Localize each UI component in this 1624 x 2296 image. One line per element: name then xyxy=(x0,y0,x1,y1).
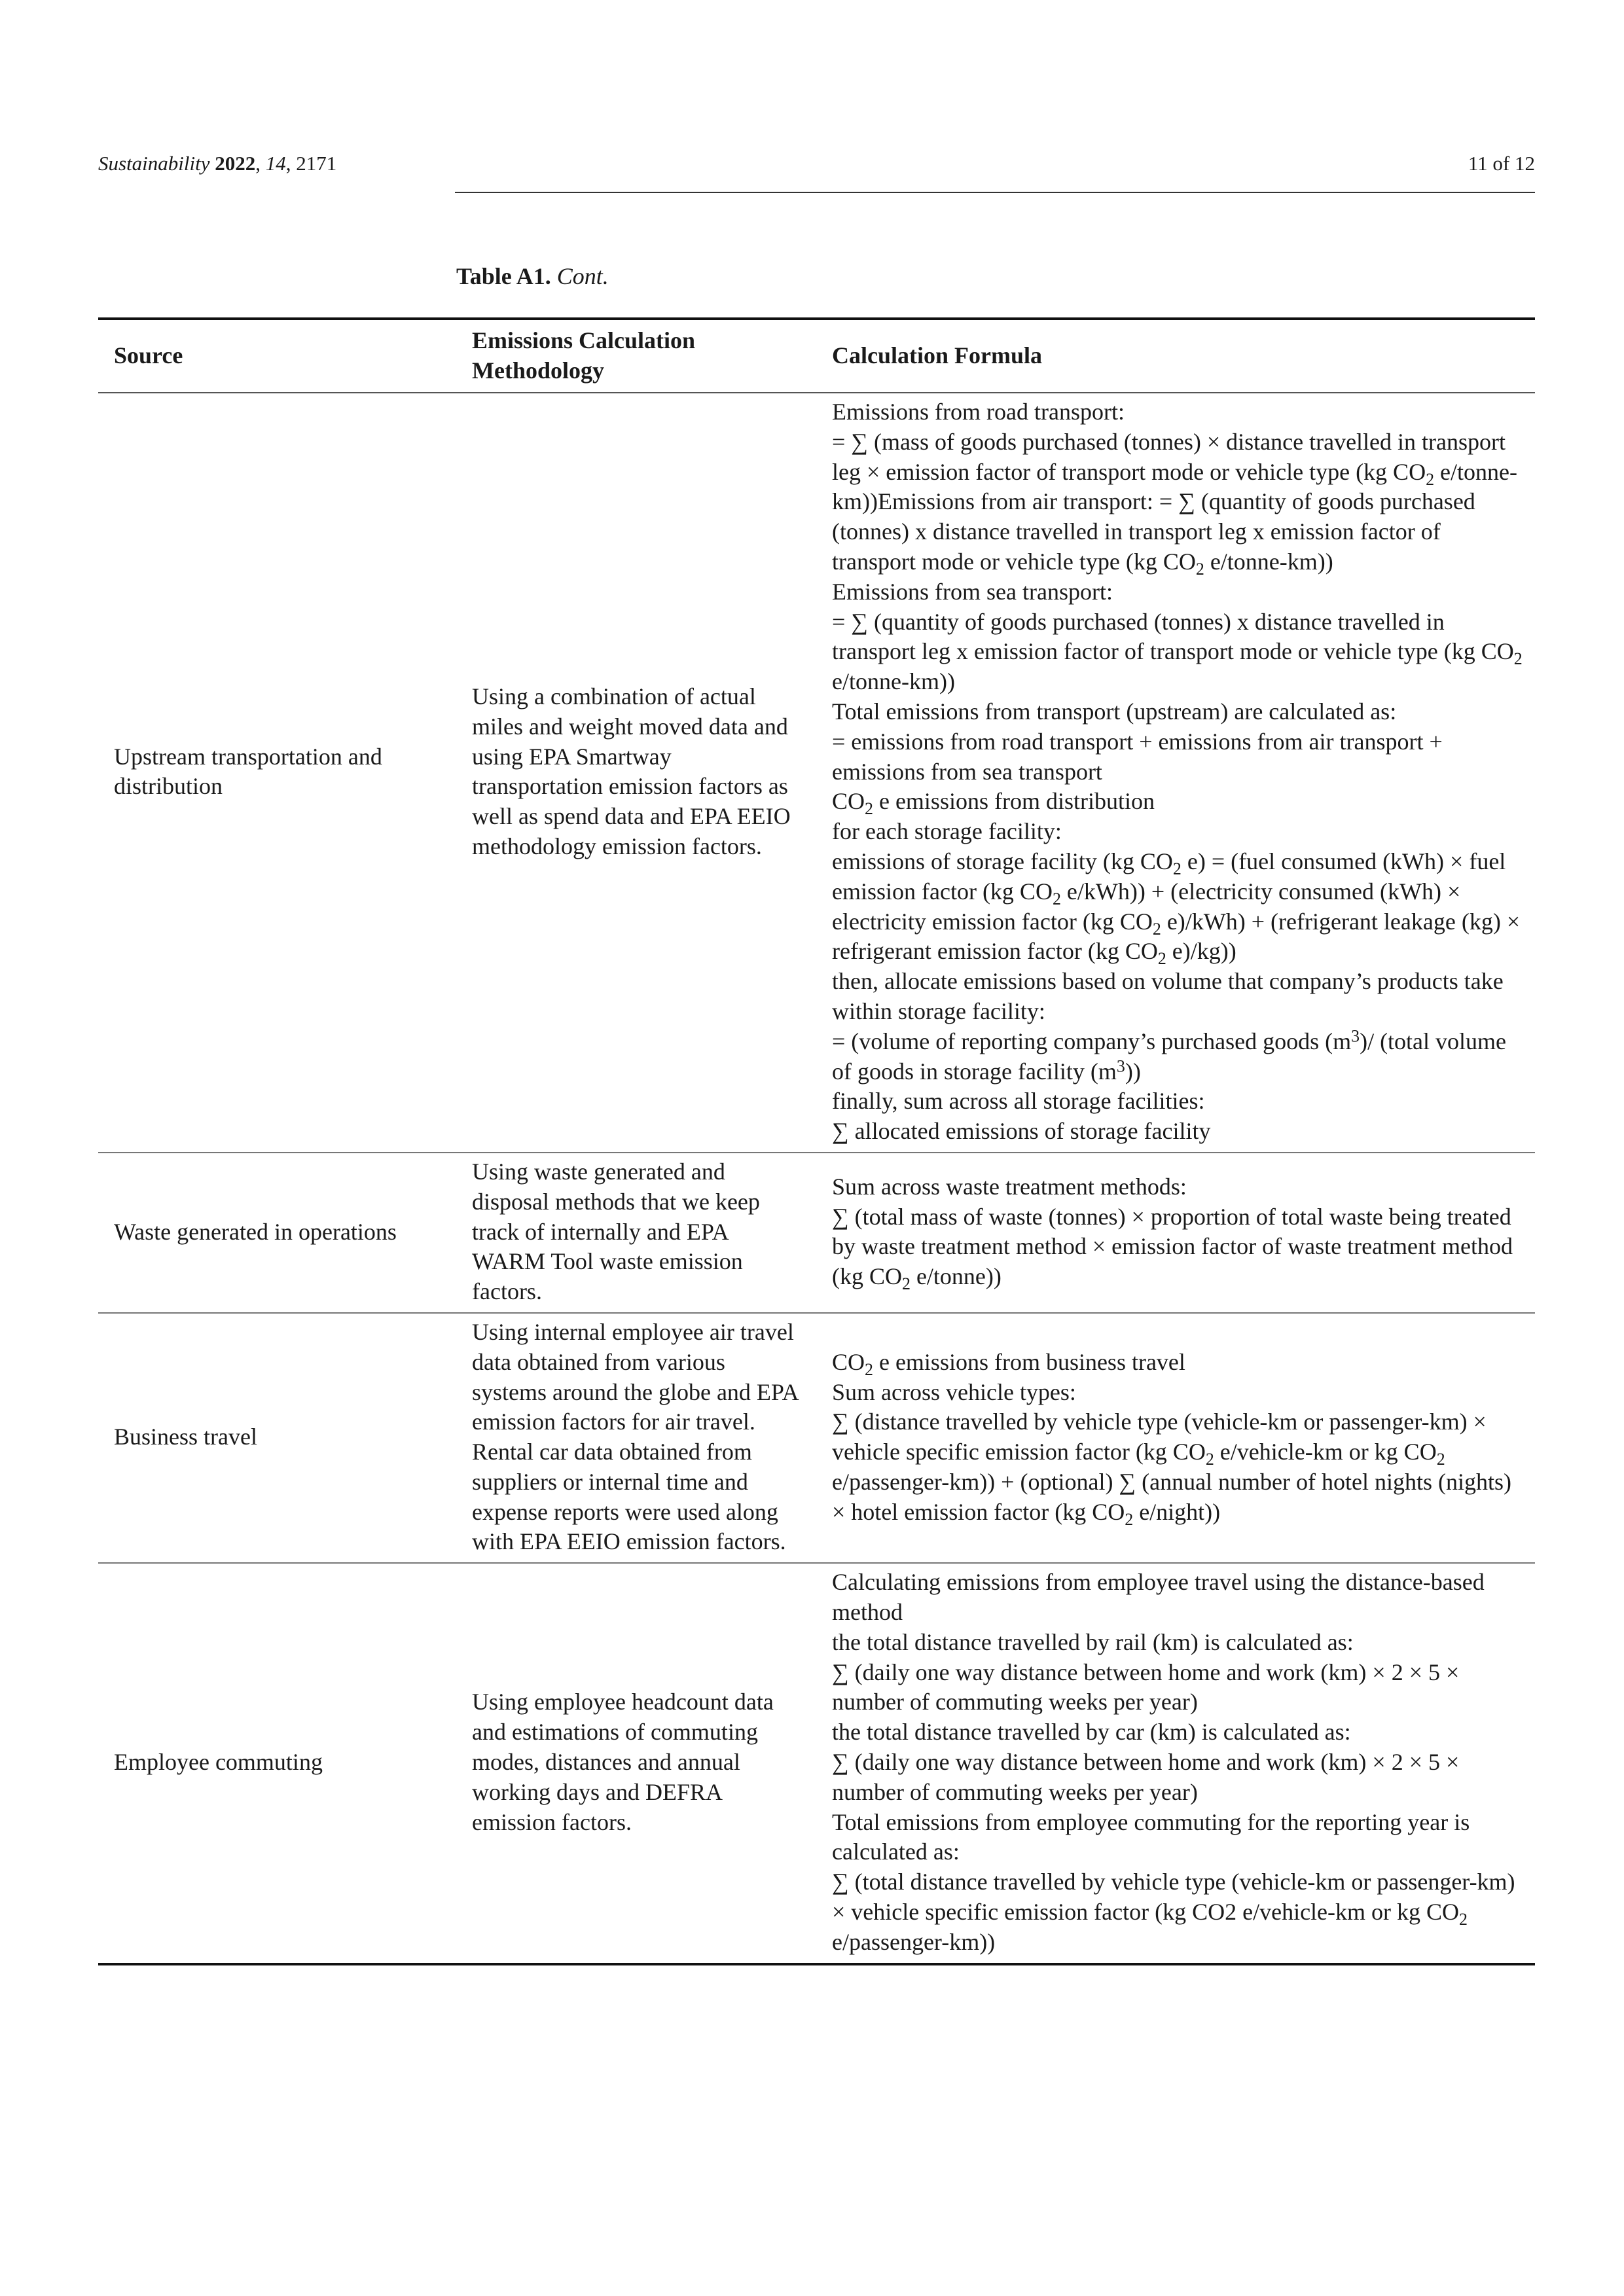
formula-line: ∑ (distance travelled by vehicle type (vehicle-km or passenger-km) × vehicle specific emission factor (kg $CO_2$ e/vehicle-km or kg $CO_2$ e/passenger-km)) + (optional) ∑ (annual number of hotel nights (nights) × hotel emission factor (kg $CO_2$ e/night)) xyxy=(832,1408,1511,1529)
table-header xyxy=(98,319,1535,393)
formula-line: $CO_2$ e emissions from business travel xyxy=(832,1348,1185,1379)
table-caption-cont: Cont. xyxy=(556,263,609,289)
table-body xyxy=(98,393,1535,1964)
table-row xyxy=(98,1563,1535,1964)
formula-line: Total emissions from employee commuting for the reporting year is calculated as: xyxy=(832,1808,1470,1865)
journal-volume: 14 xyxy=(265,152,286,175)
formula-line: ∑ (daily one way distance between home and work (km) × 2 × 5 × number of commuting weeks per year) xyxy=(832,1659,1460,1715)
column-header-formula: Calculation Formula xyxy=(832,342,1042,369)
table-caption-label: Table A1. xyxy=(456,263,551,289)
cell-formula xyxy=(816,1313,1535,1563)
table-row xyxy=(98,1153,1535,1313)
journal-citation: Sustainability 2022, 14, 2171 xyxy=(98,152,337,175)
formula-line: Total emissions from transport (upstream) are calculated as: xyxy=(832,698,1397,725)
table-row xyxy=(98,393,1535,1153)
formula-line: Emissions from sea transport: xyxy=(832,578,1113,605)
cell-source: Business travel xyxy=(114,1424,257,1450)
formula-line: ∑ allocated emissions of storage facility xyxy=(832,1118,1211,1145)
table-header-row xyxy=(98,319,1535,393)
table-caption xyxy=(456,262,609,291)
formula-line: Calculating emissions from employee travel using the distance-based method xyxy=(832,1569,1485,1626)
formula-line: the total distance travelled by car (km) is calculated as: xyxy=(832,1719,1351,1746)
page-number: 11 of 12 xyxy=(1468,152,1535,175)
formula-line: = (volume of reporting company’s purchased goods $(m^3)/$ (total volume of goods in storage facility $(m^3)$) xyxy=(832,1026,1507,1085)
formula-line: finally, sum across all storage facilities: xyxy=(832,1088,1205,1115)
formula-line: Emissions from road transport: xyxy=(832,399,1125,425)
formula-line: = emissions from road transport + emissions from air transport + emissions from sea transport xyxy=(832,728,1443,785)
formula-line: for each storage facility: xyxy=(832,818,1062,845)
formula-line: = ∑ (quantity of goods purchased (tonnes) x distance travelled in transport leg x emission factor of transport mode or vehicle type (kg $CO_2$ e/tonne-km)) xyxy=(832,608,1523,695)
cell-methodology: Using a combination of actual miles and weight moved data and using EPA Smartway transportation emission factors as well as spend data and EPA EEIO methodology emission factors. xyxy=(472,683,791,860)
formula-line: Sum across waste treatment methods: xyxy=(832,1173,1187,1200)
formula-line: then, allocate emissions based on volume that company’s products take within storage facility: xyxy=(832,968,1504,1024)
cell-formula xyxy=(816,393,1535,1153)
cell-source: Employee commuting xyxy=(114,1749,323,1776)
journal-name: Sustainability xyxy=(98,152,210,175)
formula-line: = ∑ (mass of goods purchased (tonnes) × distance travelled in transport leg × emission factor of transport mode or vehicle type (kg $CO_2$ e/tonne-km))Emissions from air transport: = ∑ (quantity of goods purchased (tonnes) x distance travelled in transport leg x emission factor of transport mode or vehicle type (kg $CO_2$ e/tonne-km)) xyxy=(832,428,1517,579)
formula-line: Sum across vehicle types: xyxy=(832,1378,1076,1405)
formula-line: emissions of storage facility (kg $CO_2$ e) = (fuel consumed (kWh) × fuel emission factor (kg $CO_2$ e/kWh)) + (electricity consumed (kWh) × electricity emission factor (kg $CO_2$ e)/kWh) + (refrigerant leakage (kg) × refrigerant emission factor (kg $CO_2$ e)/kg)) xyxy=(832,848,1521,969)
formula-line: ∑ (total distance travelled by vehicle type (vehicle-km or passenger-km) × vehicle specific emission factor (kg CO2 e/vehicle-km or kg $CO_2$ e/passenger-km)) xyxy=(832,1869,1515,1955)
cell-formula xyxy=(816,1153,1535,1313)
cell-formula xyxy=(816,1563,1535,1964)
cell-source: Upstream transportation and distribution xyxy=(114,743,382,800)
emissions-table xyxy=(98,317,1535,1965)
formula-line: $CO_2$ e emissions from distribution xyxy=(832,788,1155,819)
table-row xyxy=(98,1313,1535,1563)
header-rule xyxy=(455,192,1535,193)
formula-line: ∑ (daily one way distance between home and work (km) × 2 × 5 × number of commuting weeks per year) xyxy=(832,1749,1460,1805)
cell-methodology: Using employee headcount data and estimations of commuting modes, distances and annual working days and DEFRA emission factors. xyxy=(472,1689,774,1835)
article-number: 2171 xyxy=(296,152,337,175)
column-header-methodology: Emissions Calculation Methodology xyxy=(472,327,696,384)
cell-methodology: Using waste generated and disposal methods that we keep track of internally and EPA WARM Tool waste emission factors. xyxy=(472,1158,760,1305)
cell-source: Waste generated in operations xyxy=(114,1218,397,1245)
cell-methodology: Using internal employee air travel data obtained from various systems around the globe and EPA emission factors for air travel. Rental car data obtained from suppliers or internal time and expense reports were used along with EPA EEIO emission factors. xyxy=(472,1318,798,1555)
formula-line: the total distance travelled by rail (km) is calculated as: xyxy=(832,1628,1354,1655)
formula-line: ∑ (total mass of waste (tonnes) × proportion of total waste being treated by waste treatment method × emission factor of waste treatment method (kg $CO_2$ e/tonne)) xyxy=(832,1203,1513,1293)
column-header-source: Source xyxy=(114,342,183,369)
journal-year: 2022 xyxy=(215,152,256,175)
